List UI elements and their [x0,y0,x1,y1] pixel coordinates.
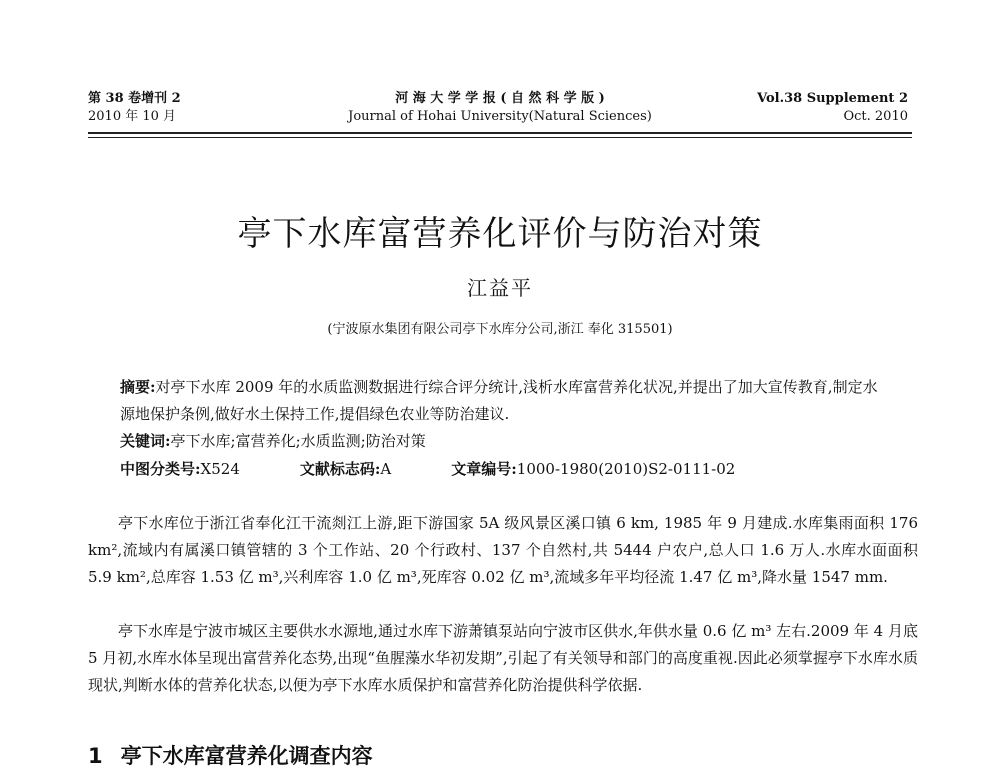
section-number: 1 [88,744,103,768]
abstract [120,374,890,428]
article-id-label: 文章编号: [451,460,517,478]
clc-number [120,456,240,483]
volume-supplement-en: Vol.38 Supplement 2 [757,91,908,106]
keywords-label: 关键词: [120,432,171,450]
clc-label: 中图分类号: [120,460,201,478]
header-rule-thin [88,137,912,138]
classification-line [120,456,900,483]
date-en: Oct. 2010 [843,109,908,124]
volume-issue: 第 38 卷增刊 2 [88,91,181,106]
keywords [120,428,426,455]
publication-date: 2010 年 10 月 [88,109,177,124]
clc-value: X524 [200,460,240,478]
section-heading-1 [88,740,373,770]
journal-name-cn: 河 海 大 学 学 报 ( 自 然 科 学 版 ) [395,91,605,106]
doc-code-label: 文献标志码: [299,460,381,478]
body-paragraph-2: 亭下水库是宁波市城区主要供水水源地,通过水库下游萧镇泵站向宁波市区供水,年供水量 0.6 亿 m³ 左右.2009 年 4 月底 5 月初,水库水体呈现出富营养化态势,出现“鱼腥藻水华初发期”,引起了有关领导和部门的高度重视.因此必须掌握亭下水库水质现状,判断水体的营养化状态,以便为亭下水库水质保护和富营养化防治提供科学依据. [88,622,918,694]
body-paragraph-1: 亭下水库位于浙江省奉化江干流剡江上游,距下游国家 5A 级风景区溪口镇 6 km, 1985 年 9 月建成.水库集雨面积 176 km²,流域内有属溪口镇管辖的 3 个工作站、20 个行政村、137 个自然村,共 5444 户农户,总人口 1.6 万人.水库水面面积 5.9 km²,总库容 1.53 亿 m³,兴利库容 1.0 亿 m³,死库容 0.02 亿 m³,流域多年平均径流 1.47 亿 m³,降水量 1547 mm. [88,514,918,586]
abstract-text: 对亭下水库 2009 年的水质监测数据进行综合评分统计,浅析水库富营养化状况,并提出了加大宣传教育,制定水源地保护条例,做好水土保持工作,提倡绿色农业等防治建议. [120,378,878,423]
doc-code-value: A [380,460,392,478]
header-rule-thick [88,132,912,134]
paper-author: 江益平 [467,276,533,300]
journal-name-en: Journal of Hohai University(Natural Sciences) [348,109,652,124]
running-header-right [757,90,908,126]
article-id-value: 1000-1980(2010)S2-0111-02 [516,460,736,478]
section-title: 亭下水库富营养化调查内容 [120,744,373,768]
author-affiliation: (宁波原水集团有限公司亭下水库分公司,浙江 奉化 315501) [327,322,673,337]
paper-title: 亭下水库富营养化评价与防治对策 [237,214,763,254]
keywords-text: 亭下水库;富营养化;水质监测;防治对策 [170,432,426,450]
document-code [300,456,391,483]
abstract-label: 摘要: [120,378,156,396]
article-id [451,456,735,483]
